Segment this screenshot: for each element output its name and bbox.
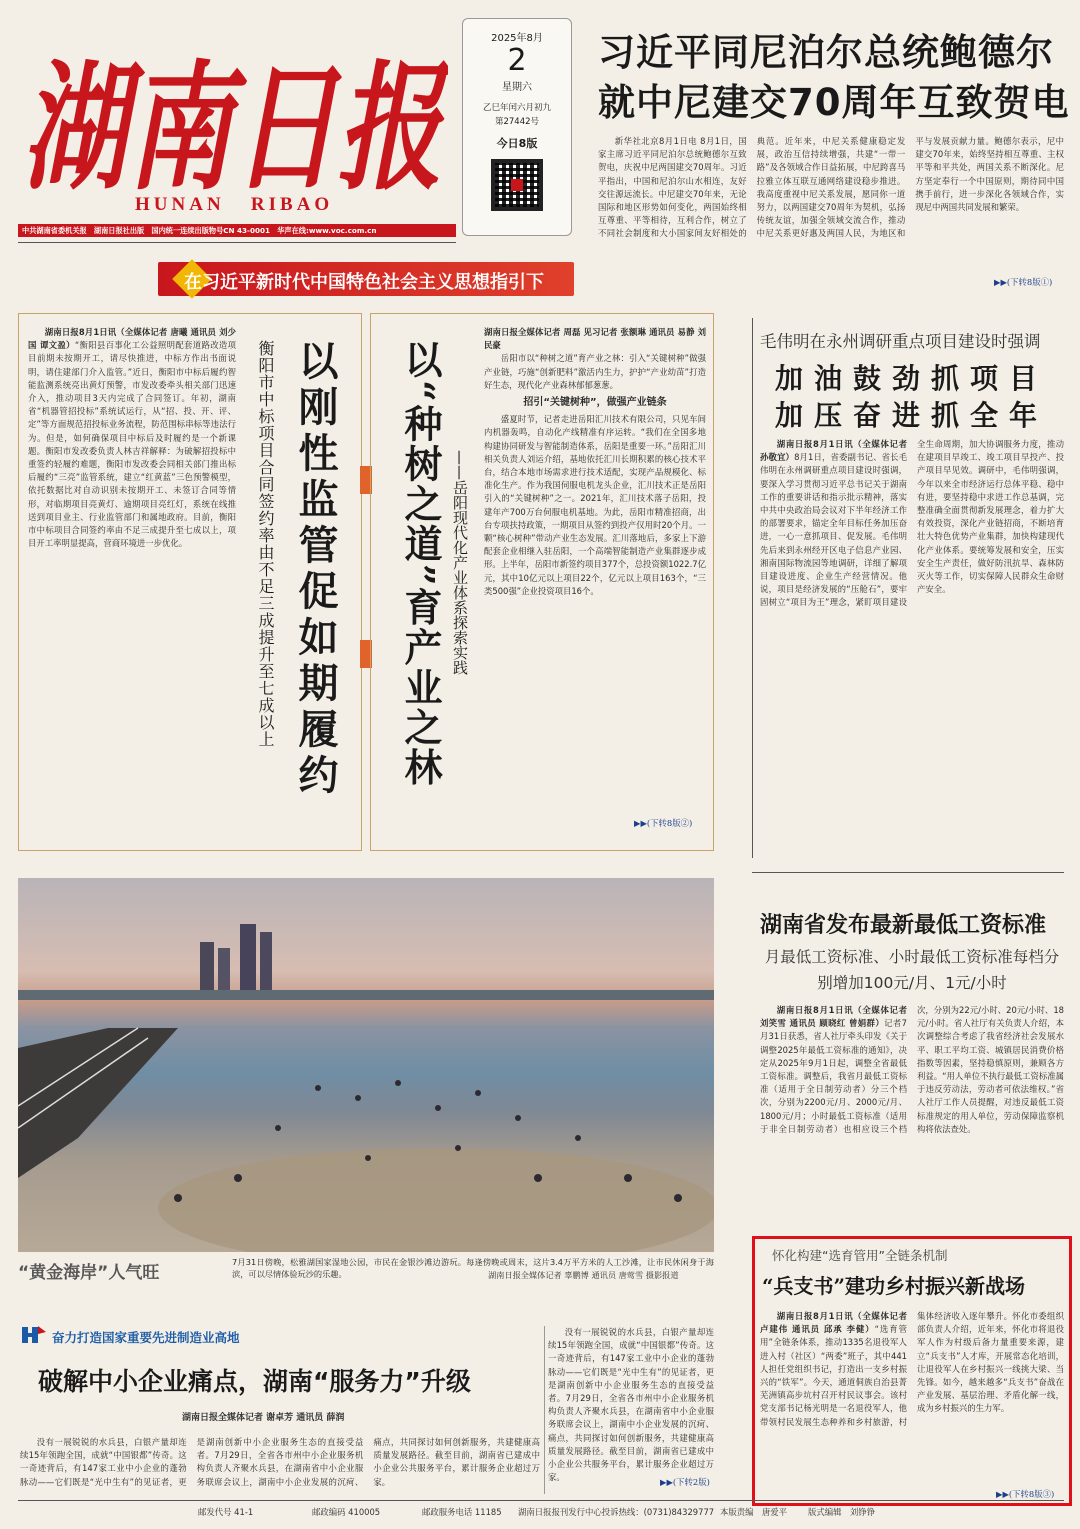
article-6-continued-link[interactable]: ▶▶(下转2版) (660, 1477, 710, 1487)
footer-phone: 邮政服务电话 11185 (422, 1507, 502, 1517)
article-5-body: 湖南日报8月1日讯（全媒体记者 卢建伟 通讯员 邱承 李健）“选育管用”全链条体系，推动1335名退役军人进入村（社区）“两委”班子，其中441人担任党组织书记，打造出一支乡村振兴的“铁军”。今天，通道侗族自治县菁芜洲镇高步坑村召开村民议事会。该村党支部书记杨光明是一名退役军人，他带领村民发展生态种养和乡村旅游，村集体经济收入逐年攀升。怀化市委组织部负责人介绍，近年来，怀化市将退役军人作为村级后备力量重要来源，建立“兵支书”人才库，开展常态化培训，让退役军人在乡村振兴一线挑大梁、当先锋。如今，越来越多“兵支书”奋战在产业发展、基层治理、矛盾化解一线，成为乡村振兴的生力军。 (760, 1311, 1064, 1427)
article-3-body: 湖南日报8月1日讯（全媒体记者 孙敬宜）8月1日，省委副书记、省长毛伟明在永州调研重点项目建设时强调，要深入学习贯彻习近平总书记关于湖南工作的重要讲话和指示批示精神，落实中共中央政治局会议对下半年经济工作的部署要求，锚定全年目标任务加压奋进，一心一意抓项目、促发展。毛伟明先后来到永州经开区电子信息产业园、湘南国际物流园等地调研，详细了解项目建设进度、企业生产经营情况。他说，项目是经济发展的“压舱石”，要牢固树立“项目为王”理念，紧盯项目建设全生命周期，加大协调服务力度，推动在建项目早竣工、竣工项目早投产、投产项目早见效。调研中，毛伟明强调，今年以来全市经济运行总体平稳、稳中有进，要坚持稳中求进工作总基调，完整准确全面贯彻新发展理念，着力扩大有效投资，深化产业链招商，不断培育壮大特色优势产业集群，加快构建现代化产业体系。要统筹发展和安全，压实安全生产责任，做好防汛抗旱、森林防灭火等工作，切实保障人民群众生命财产安全。 (760, 439, 1064, 608)
divider (18, 242, 456, 243)
article-5-title: “兵支书”建功乡村振兴新战场 (762, 1274, 1026, 1298)
masthead-logo (18, 8, 448, 204)
lead-headline-2: 就中尼建交70周年互致贺电 (598, 81, 1070, 124)
beach-photo (18, 878, 714, 1252)
article-6-body-right: 没有一展锐锐的水兵县，白银产量却连续15年领跑全国，成就“中国银都”传奇。这一奇迹背后，有147家工业中小企业的蓬勃脉动——它们既是“光中生有”的见证者，更是湖南创新中小企业服务生态的直接受益者。7月29日，全省各市州中小企业服务机构负责人齐聚水兵县，在湖南省中小企业服务联席会议上，湖南中小企业发展的沉疴、痛点，共同探讨如何创新服务，共建健康高质量发展路径。截至目前，湖南省已建成中小企业公共服务平台，累计服务企业超过万家。 (548, 1327, 714, 1483)
article-2-subhead: ——岳阳现代化产业体系探索实践 (451, 450, 469, 675)
page-count: 今日8版 (496, 137, 538, 150)
masthead-logo-en: HUNAN RIBAO (135, 194, 334, 215)
article-1-subhead: 衡阳市中标项目合同签约率由不足三成提升至七成以上 (256, 340, 275, 748)
date-weekday: 星期六 (502, 82, 532, 93)
article-5-continued-link[interactable]: ▶▶(下转8版③) (996, 1489, 1055, 1499)
banner-label: 在习近平新时代中国特色社会主义思想指引下 (184, 272, 544, 293)
article-2-body: 湖南日报全媒体记者 周磊 见习记者 张额琳 通讯员 易静 刘民豪 岳阳市以“种树之道”育产业之林：引入“关键树种”做强产业链，巧施“创新肥料”激活内生力，护护“产业幼苗”打造好生态，现代化产业森林郁郁葱葱。 招引“关键树种”，做强产业链条 盛夏时节，记者走进岳阳汇川技术有限公司，只见车间内机器轰鸣，自动化产线精准有序运转。“我们在全国多地构建协同研发与智能制造体系，岳阳是重要一环。”岳阳汇川相关负责人刘运介绍，基地依托汇川长期积累的核心技术平台，结合本地市场需求进行技术适配，实现产品规模化、标准化生产。作为我国伺服电机龙头企业，汇川技术正是岳阳引入的“关键树种”之一。2021年，汇川技术落子岳阳，投建年产700万台伺服电机基地。为此，岳阳市精准招商，出台专项扶持政策，一期项目从签约到投产仅用时20个月。一颗“核心树种”带动产业生态发展。汇川落地后，多家上下游配套企业相继入驻岳阳，一个高端智能制造产业集群逐步成形。上半年，岳阳市新签约项目377个，总投资额1022.7亿元，其中10亿元以上项目22个，亿元以上项目163个，“三类500强”企业投资项目16个。 (484, 327, 706, 596)
qr-code-icon[interactable] (491, 159, 543, 211)
article-3-title-2: 加压奋进抓全年 (775, 399, 1049, 432)
logo-calligraphy (18, 8, 448, 204)
divider (752, 318, 753, 858)
photo-caption: 7月31日傍晚，松雅湖国家湿地公园，市民在金银沙滩边游玩。每逢傍晚或周末，这片3.4万平方米的人工沙滩，让市民休闲身于海滨，可以尽情体验玩沙的乐趣。 (232, 1257, 714, 1280)
lead-article-body: 新华社北京8月1日电 8月1日，国家主席习近平同尼泊尔总统鲍德尔互致贺电，庆祝中尼两国建交70周年。习近平指出，中国和尼泊尔山水相连，友好交往源远流长。中尼建交70年来，无论国际和地区形势如何变化，两国始终相互尊重、平等相待，互利合作，树立了不同社会制度和大小国家间友好相处的典范。近年来，中尼关系健康稳定发展，政治互信持续增强，共建“一带一路”及各领域合作日益拓展，中尼跨喜马拉雅立体互联互通网络建设稳步推进。我高度重视中尼关系发展，愿同你一道努力，以两国建交70周年为契机，弘扬传统友谊，加强全领域交流合作，推动中尼关系更好惠及两国人民，为地区和平与发展贡献力量。鲍德尔表示，尼中建交70年来，始终坚持相互尊重、主权平等和平共处，两国关系不断深化。尼方坚定奉行一个中国原则，期待同中国携手前行，进一步深化各领域合作，实现尼中两国共同发展和繁荣。 (598, 136, 1064, 239)
footer-hotline: 湖南日报报刊发行中心投诉热线：(0731)84329777 (518, 1507, 715, 1517)
article-6-body: 没有一展锐锐的水兵县，白银产量却连续15年领跑全国，成就“中国银都”传奇。这一奇迹背后，有147家工业中小企业的蓬勃脉动——它们既是“光中生有”的见证者，更是湖南创新中小企业服务生态的直接受益者。7月29日，全省各市州中小企业服务机构负责人齐聚水兵县，在湖南省中小企业服务联席会议上，湖南中小企业发展的沉疴、痛点，共同探讨如何创新服务，共建健康高质量发展路径。截至目前，湖南省已建成中小企业公共服务平台，累计服务企业超过万家。 (20, 1437, 540, 1487)
photo-caption-title: “黄金海岸”人气旺 (18, 1263, 160, 1283)
article-6-tag: 奋力打造国家重要先进制造业高地 (52, 1330, 240, 1345)
divider (544, 1326, 545, 1494)
article-1-headline: 以刚性监管促如期履约 (292, 340, 339, 800)
article-2-headline: 以“种树之道”育产业之林 (398, 340, 443, 788)
svg-text:湖南日报: 湖南日报 (22, 46, 448, 204)
footer-editor: 本版责编 唐爱平 (720, 1507, 787, 1517)
lead-continued-link[interactable]: ▶▶(下转8版①) (994, 277, 1053, 287)
article-2-subtitle: 招引“关键树种”，做强产业链条 (523, 397, 667, 409)
article-3-topline: 毛伟明在永州调研重点项目建设时强调 (760, 332, 1041, 351)
article-4-title: 湖南省发布最新最低工资标准 (760, 913, 1047, 938)
photo-scene (18, 878, 714, 1252)
divider (752, 872, 1064, 873)
article-3-title-1: 加油鼓劲抓项目 (775, 362, 1049, 395)
article-1-body: 湖南日报8月1日讯（全媒体记者 唐曦 通讯员 刘少国 谭文盈）“衡阳县百事化工公益照明配套道路改造项目前期未按期开工，请尽快推进，中标方作出书面说明，请住建部门介入监管。”近日，衡阳市中标后履约智能监测系统亮出黄灯预警，市发改委牵头相关部门迅速介入，推动项目3天内完成了合同签订。年初，湖南省“机器管招投标”系统试运行，从“招、投、开、评、定”等方面规范招投标业务流程，防范围标串标等违法行为。但是，如何确保项目中标后及时履约是一个新课题。衡阳市发改委负责人林吉祥解释：为破解招投标中重签约轻履约难题，衡阳市发改委会同相关部门推出标后履约“三亮”监管系统，建立“红黄蓝”三色预警模型，依托数据比对自动识别未按期开工、未签订合同等情形，对临期项目亮黄灯、逾期项目亮红灯，系统在线推送到项目业主、行业监管部门和属地政府。目前，衡阳市中标项目合同签约率由不足三成提升至七成以上，项目开工率明显提高，营商环境进一步优化。 (28, 327, 236, 549)
article-5-topline: 怀化构建“选育管用”全链条机制 (772, 1248, 948, 1263)
section-tag-icon (20, 1324, 46, 1346)
article-4-subhead: 月最低工资标准、小时最低工资标准每档分别增加100元/月、1元/小时 (764, 948, 1060, 992)
article-2-continued-link[interactable]: ▶▶(下转8版②) (634, 818, 693, 828)
article-6-title: 破解中小企业痛点，湖南“服务力”升级 (38, 1367, 471, 1396)
date-box (462, 18, 572, 236)
issue-number: 第27442号 (494, 117, 540, 127)
photo-credit: 湖南日报全媒体记者 辜鹏博 通讯员 唐莺雪 摄影报道 (488, 1270, 679, 1280)
footer-rule (18, 1500, 1064, 1501)
date-year-month: 2025年8月 (491, 33, 543, 44)
footer-designer: 版式编辑 刘铮铮 (808, 1507, 875, 1517)
date-day: 2 (507, 43, 527, 78)
article-4-body: 湖南日报8月1日讯（全媒体记者 刘笑雪 通讯员 顾晓红 曾娟群）记者7月31日获悉，省人社厅牵头印发《关于调整2025年最低工资标准的通知》，决定从2025年9月1日起，调整全省最低工资标准。调整后，我省月最低工资标准（适用于全日制劳动者）分三个档次，分别为2200元/月、2000元/月、1800元/月；小时最低工资标准（适用于非全日制劳动者）也相应设三个档次，分别为22元/小时、20元/小时、18元/小时。省人社厅有关负责人介绍，本次调整综合考虑了我省经济社会发展水平、职工平均工资、城镇居民消费价格指数等因素，坚持稳慎原则，兼顾各方利益。“用人单位不执行最低工资标准属于违反劳动法，劳动者可依法维权。”省人社厅工作人员提醒，对违反最低工资标准规定的用人单位，劳动保障监察机构将依法查处。 (760, 1005, 1064, 1134)
lead-headline-1: 习近平同尼泊尔总统鲍德尔 (598, 31, 1054, 74)
footer-zip: 邮政编码 410005 (312, 1507, 381, 1517)
article-6-byline: 湖南日报全媒体记者 谢卓芳 通讯员 薛润 (182, 1413, 345, 1423)
masthead-strip: 中共湖南省委机关报 湖南日报社出版 国内统一连续出版物号CN 43-0001 华声在线:www.voc.com.cn (18, 224, 456, 237)
date-lunar: 乙巳年闰六月初九 (482, 103, 551, 113)
footer-postal-code: 邮发代号 41-1 (198, 1507, 254, 1517)
footer (18, 1506, 1064, 1522)
